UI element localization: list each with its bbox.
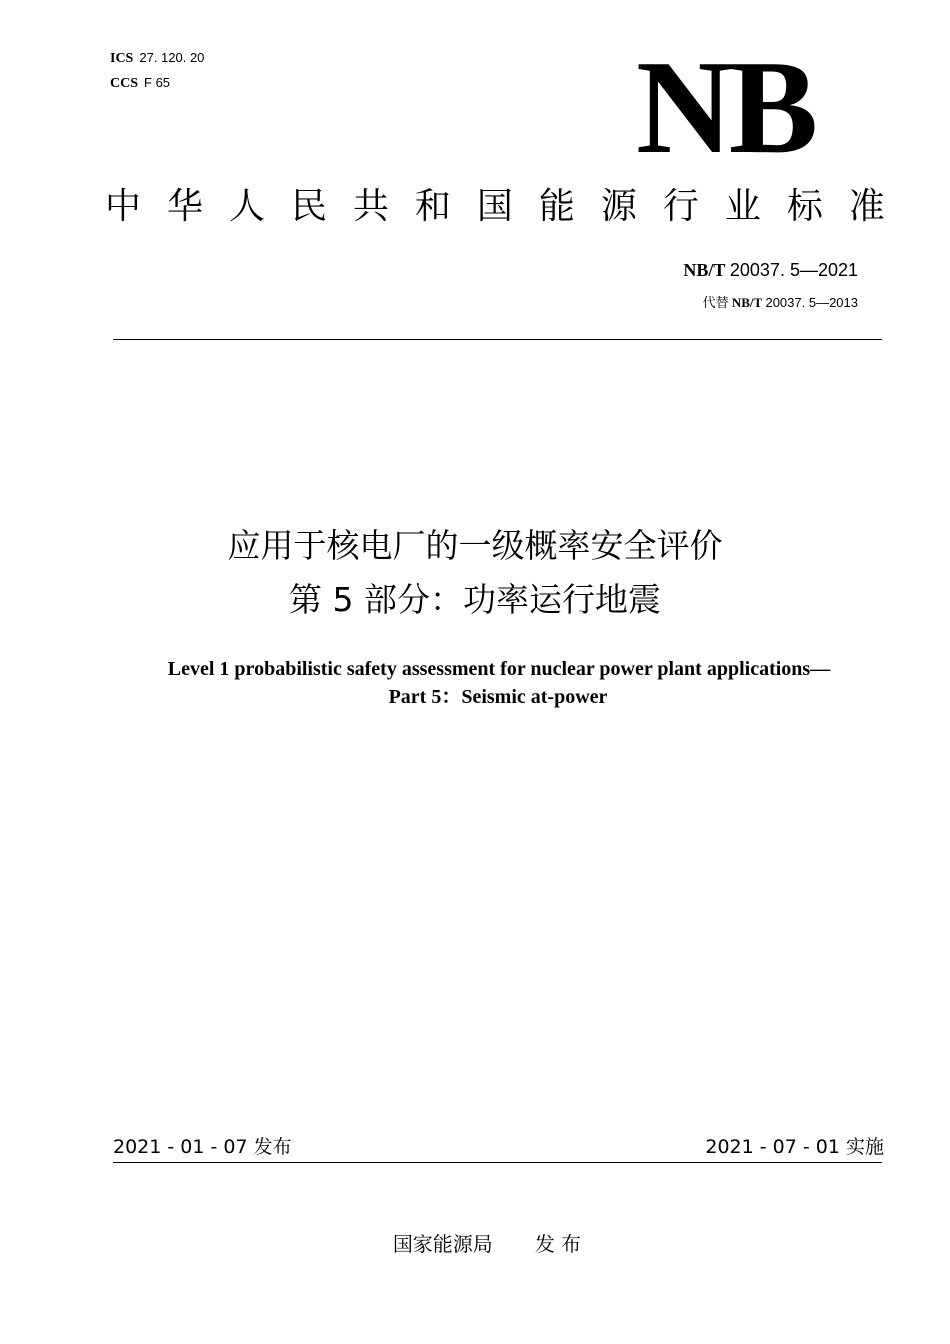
title-cn-line2: 第 5 部分：功率运行地震	[289, 580, 661, 619]
issuing-body-char: 国	[476, 186, 513, 227]
issuing-body-char: 人	[228, 186, 265, 227]
issuing-body-char: 民	[290, 186, 327, 227]
issuing-body-char: 行	[662, 186, 699, 227]
publisher-name: 国家能源局	[392, 1232, 493, 1256]
issuing-body-char: 准	[848, 186, 885, 227]
issuing-body-title	[105, 184, 885, 230]
issuing-body-char: 和	[414, 186, 451, 227]
standard-prefix: NB/T	[683, 260, 726, 280]
nb-logo: NB	[636, 33, 815, 181]
ics-row	[110, 46, 204, 71]
replaces-standard	[703, 292, 858, 311]
bottom-divider	[113, 1162, 882, 1163]
standard-number-value: 20037. 5—2021	[729, 260, 858, 280]
replaces-number: 20037. 5—2013	[765, 295, 858, 310]
publisher-action: 发 布	[534, 1232, 582, 1256]
title-en-line1: Level 1 probabilistic safety assessment for nuclear power plant applications—	[167, 658, 831, 680]
issuing-body-char: 标	[786, 186, 823, 227]
issuing-body-char: 业	[724, 186, 761, 227]
issuing-body-char: 中	[105, 186, 142, 227]
ccs-value: F 65	[144, 75, 171, 90]
publisher	[0, 1228, 950, 1257]
implementation-date: 2021 - 07 - 01 实施	[705, 1136, 884, 1158]
ccs-label: CCS	[110, 76, 139, 91]
title-en-line2: Part 5：Seismic at-power	[388, 686, 608, 708]
ccs-row	[110, 71, 204, 96]
issuing-body-char: 源	[600, 186, 637, 227]
replaces-label: 代替	[702, 296, 729, 311]
standard-number	[683, 260, 858, 281]
issuing-body-char: 共	[352, 186, 389, 227]
top-divider	[113, 339, 882, 340]
issuing-body-char: 华	[166, 186, 203, 227]
issuing-body-char: 能	[538, 186, 575, 227]
ics-value: 27. 120. 20	[139, 50, 205, 65]
classification-codes	[110, 46, 204, 96]
issue-date: 2021 - 01 - 07 发布	[113, 1136, 292, 1158]
ics-label: ICS	[110, 51, 134, 66]
replaces-prefix: NB/T	[731, 295, 763, 310]
title-cn-line1: 应用于核电厂的一级概率安全评价	[227, 526, 723, 565]
